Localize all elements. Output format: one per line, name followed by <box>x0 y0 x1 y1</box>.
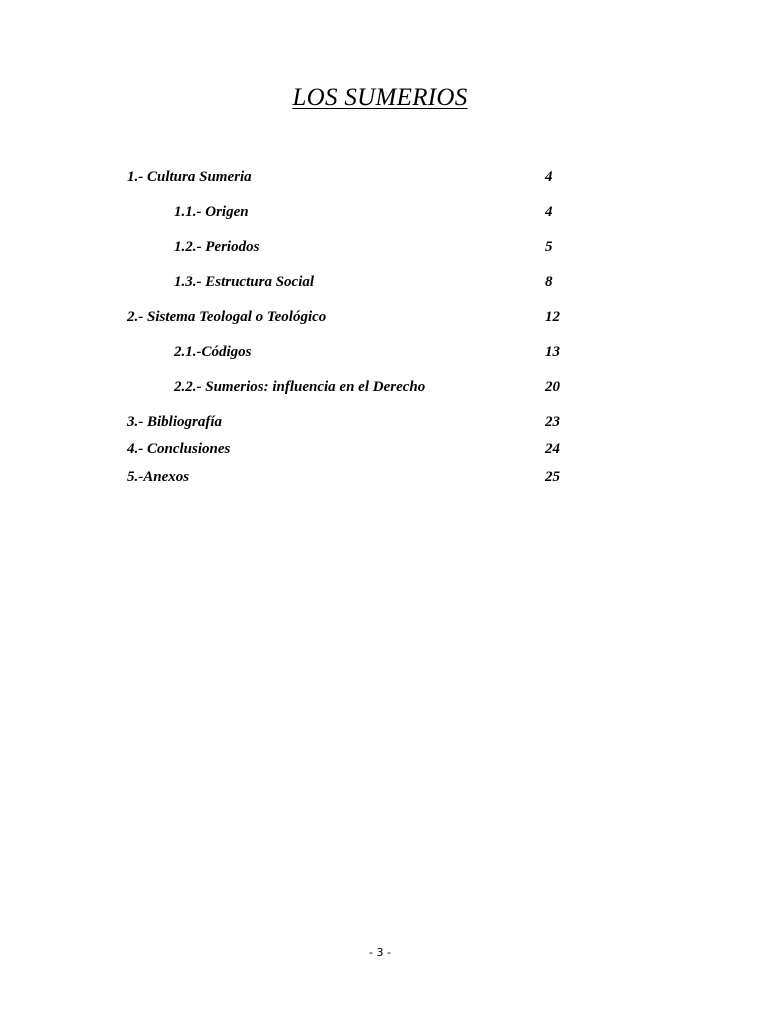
toc-entry-page: 24 <box>545 441 560 457</box>
toc-entry-page: 25 <box>545 469 560 485</box>
toc-entry-page: 8 <box>545 274 553 290</box>
toc-entry-origen <box>0 202 768 222</box>
page-number: - 3 - <box>369 946 391 959</box>
toc-entry-page: 13 <box>545 344 560 360</box>
toc-entry-conclusiones <box>0 439 768 459</box>
toc-entry-codigos <box>0 342 768 362</box>
toc-entry-page: 4 <box>545 169 553 185</box>
toc-entry-page: 12 <box>545 309 560 325</box>
toc-entry-sistema-teologal <box>0 307 768 327</box>
toc-entry-label: 5.-Anexos <box>127 469 190 485</box>
toc-entry-page: 5 <box>545 239 553 255</box>
toc-entry-estructura-social <box>0 272 768 292</box>
toc-entry-label: 1.3.- Estructura Social <box>174 274 315 290</box>
toc-entry-influencia-derecho <box>0 377 768 397</box>
toc-entry-page: 23 <box>545 414 560 430</box>
toc-entry-page: 4 <box>545 204 553 220</box>
toc-entry-cultura-sumeria <box>0 167 768 187</box>
toc-entry-label: 3.- Bibliografía <box>127 414 223 430</box>
toc-entry-label: 1.1.- Origen <box>174 204 249 220</box>
toc-entry-label: 2.2.- Sumerios: influencia en el Derecho <box>174 379 426 395</box>
toc-entry-periodos <box>0 237 768 257</box>
toc-entry-page: 20 <box>545 379 560 395</box>
document-title: LOS SUMERIOS <box>292 84 468 111</box>
toc-entry-label: 2.- Sistema Teologal o Teológico <box>127 309 327 325</box>
toc-entry-label: 4.- Conclusiones <box>127 441 231 457</box>
toc-entry-label: 1.2.- Periodos <box>174 239 260 255</box>
toc-entry-label: 1.- Cultura Sumeria <box>127 169 252 185</box>
toc-entry-label: 2.1.-Códigos <box>174 344 252 360</box>
toc-entry-anexos <box>0 467 768 487</box>
toc-entry-bibliografia <box>0 412 768 432</box>
